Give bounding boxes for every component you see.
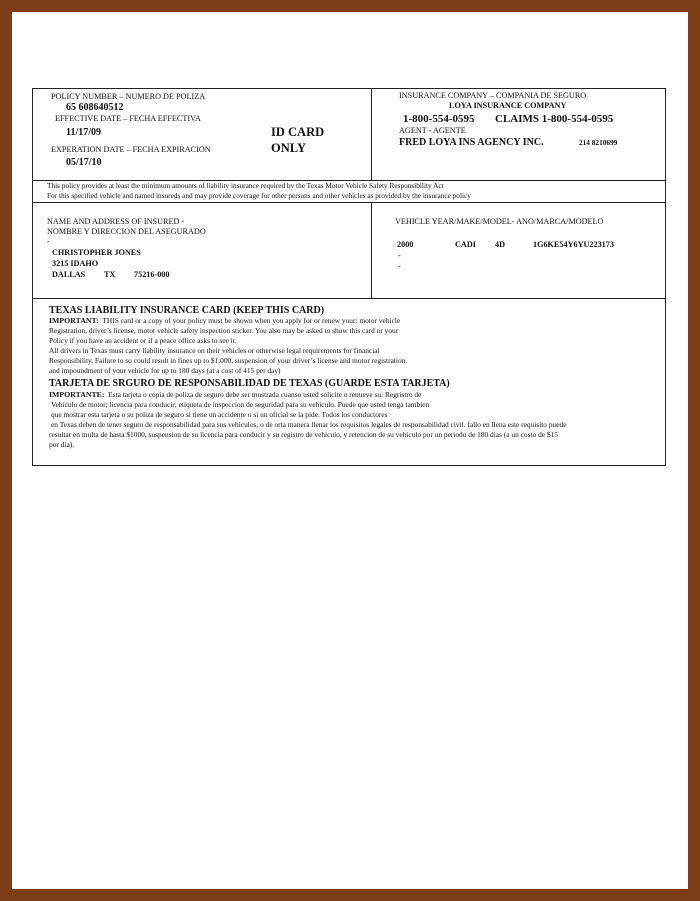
insured-street: 3215 IDAHO [52, 259, 99, 268]
notice-line: resultar en multa de hasta $1000, suspension de su licencia para conducir y su registro de vehiculo, y retencion de su vehiculo por un periodo de 180 dias (a un costo de $15 [49, 430, 558, 439]
id-card-only: ONLY [271, 141, 306, 155]
insured-zip: 75216-000 [134, 270, 170, 279]
policy-number: 65 608640512 [66, 102, 124, 113]
notice-line: and impoundment of your vehicle for up to 180 days (at a cost of 415 per day) [49, 366, 281, 375]
liability-notice [33, 299, 665, 467]
insured-state: TX [104, 270, 116, 279]
document-page [12, 12, 688, 889]
important-label-es: IMPORTANTE: [49, 390, 105, 399]
expiration-date: 05/17/10 [66, 157, 102, 168]
notice-line: Vehiculo de motor; licencia para conducir; etiqueta de inspeccion de seguridad para su vehiculo. Puede que usted tenga tambien [51, 400, 430, 409]
insurance-company-name: LOYA INSURANCE COMPANY [449, 101, 567, 110]
policy-row [33, 89, 665, 181]
claims-phone: CLAIMS 1-800-554-0595 [495, 113, 614, 125]
notice-body-es [49, 390, 669, 450]
id-card-title: ID CARD [271, 125, 325, 139]
insured-dash: - [47, 237, 50, 246]
coverage-statement [33, 181, 665, 203]
important-label-en: IMPORTANT: [49, 316, 99, 325]
insurance-company-label: INSURANCE COMPANY – COMPANIA DE SEGURO [399, 91, 587, 100]
insured-vehicle-row [33, 203, 665, 299]
column-divider [371, 203, 372, 298]
vehicle-label: VEHICLE YEAR/MAKE/MODEL- ANO/MARCA/MODELO [395, 217, 604, 226]
expiration-date-label: EXPERATION DATE – FECHA EXPIRACION [51, 145, 211, 154]
notice-line: Policy if you have an accident or if a peace office asks to see it. [49, 336, 237, 345]
vehicle-dash-1: - [398, 251, 401, 260]
coverage-line-2: For this specified vehicle and named insureds and may provide coverage for other persons and other vehicles as provided by the insurance policy [47, 191, 471, 200]
notice-line: que mostrar esta tarjeta o su poliza de seguro si tiene un accidente o si un oficial se la pide. Todos los conductores [51, 410, 388, 419]
notice-line: Esta tarjeta o copia de poliza de seguro debe ser mostrada cuanso usted solicite o renueve su: Regristro de [108, 390, 422, 399]
vehicle-make: CADI [455, 240, 476, 249]
insured-name: CHRISTOPHER JONES [52, 248, 141, 257]
notice-line: Registration, driver’s license, motor vehicle safety inspection sticker. You also may be asked to show this card or your [49, 326, 399, 335]
notice-body-en [49, 316, 669, 376]
effective-date: 11/17/09 [66, 127, 102, 138]
notice-title-es: TARJETA DE SRGURO DE RESPONSABILIDAD DE TEXAS (GUARDE ESTA TARJETA) [49, 378, 450, 389]
notice-line: por dia). [49, 440, 75, 449]
effective-date-label: EFFECTIVE DATE – FECHA EFFECTIVA [55, 114, 201, 123]
vehicle-dash-2: - [398, 262, 401, 271]
notice-title-en: TEXAS LIABILITY INSURANCE CARD (KEEP THIS CARD) [49, 305, 325, 316]
vehicle-model: 4D [495, 240, 506, 249]
company-phone: 1-800-554-0595 [403, 113, 475, 125]
agent-name: FRED LOYA INS AGENCY INC. [399, 137, 544, 148]
coverage-line-1: This policy provides at least the minimum amounts of liability insurance required by the Texas Motor Vehicle Safety Responsibility Act [47, 181, 444, 190]
insured-label-en: NAME AND ADDRESS OF INSURED - [47, 217, 185, 226]
vehicle-vin: 1G6KE54Y6YU223173 [533, 240, 614, 249]
notice-line: THIS card or a copy of your policy must be shown when you apply for or renew your: motor vehicle [102, 316, 401, 325]
insurance-id-card [32, 88, 666, 466]
insured-city: DALLAS [52, 270, 86, 279]
policy-number-label: POLICY NUMBER – NUMERO DE POLIZA [51, 92, 206, 101]
insured-label-es: NOMBRE Y DIRECCION DEL ASEGURADO [47, 227, 206, 236]
notice-line: All drivers in Texas must carry liability insurance on their vehicles or otherwise legal requirements for financial [49, 346, 380, 355]
notice-line: Responsibility. Failure to so could result in fines up to $1,000, suspension of your driver’s license and motor registration. [49, 356, 408, 365]
agent-label: AGENT - AGENTE [399, 126, 466, 135]
agent-phone: 214 8210699 [579, 138, 618, 147]
vehicle-year: 2000 [397, 240, 414, 249]
notice-line: en Texas deben de tener seguro de responsabilidad para sus vehiculos, o de orta manera llenar los requisitos legales de responsabilidad civil. fallo en llena este requisito puede [51, 420, 567, 429]
column-divider [371, 89, 372, 180]
